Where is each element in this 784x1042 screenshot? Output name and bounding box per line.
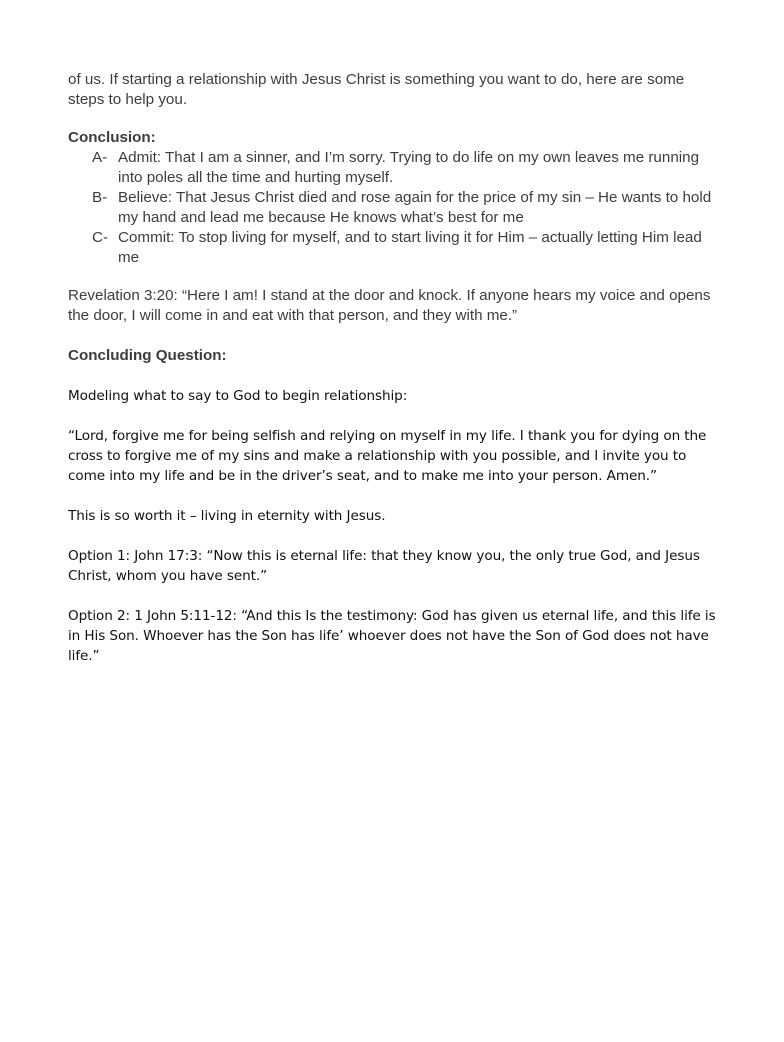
step-text: Admit: That I am a sinner, and I’m sorry. Trying to do life on my own leaves me running into poles all the time and hurting myself.: [118, 149, 700, 186]
list-marker: A-: [92, 149, 108, 166]
list-marker: B-: [92, 189, 108, 206]
concluding-question-heading: Concluding Question:: [68, 347, 227, 364]
list-item: [92, 228, 718, 268]
prayer-paragraph: “Lord, forgive me for being selfish and relying on myself in my life. I thank you for dying on the cross to forgive me of my sins and make a relationship with you possible, and I invite you to come into my life and be in the driver’s seat, and to make me into your person. Amen.”: [68, 428, 707, 484]
list-marker: C-: [92, 229, 109, 246]
document-page: [68, 70, 718, 666]
conclusion-heading: Conclusion:: [68, 129, 156, 146]
list-item: [92, 148, 718, 188]
step-text: Commit: To stop living for myself, and to start living it for Him – actually letting Him lead me: [118, 229, 702, 266]
revelation-verse: Revelation 3:20: “Here I am! I stand at the door and knock. If anyone hears my voice and opens the door, I will come in and eat with that person, and they with me.”: [68, 287, 711, 324]
list-item: [92, 188, 718, 228]
conclusion-steps-list: [68, 148, 718, 268]
step-text: Believe: That Jesus Christ died and rose again for the price of my sin – He wants to hold my hand and lead me because He knows what’s best for me: [118, 189, 712, 226]
option2-paragraph: Option 2: 1 John 5:11-12: “And this Is the testimony: God has given us eternal life, and this life is in His Son. Whoever has the Son has life’ whoever does not have the Son of God does not have life.”: [68, 608, 716, 664]
modeling-paragraph: Modeling what to say to God to begin relationship:: [68, 388, 408, 404]
intro-paragraph: of us. If starting a relationship with Jesus Christ is something you want to do, here are some steps to help you.: [68, 71, 685, 108]
worth-it-paragraph: This is so worth it – living in eternity with Jesus.: [68, 508, 386, 524]
option1-paragraph: Option 1: John 17:3: “Now this is eternal life: that they know you, the only true God, and Jesus Christ, whom you have sent.”: [68, 548, 700, 584]
